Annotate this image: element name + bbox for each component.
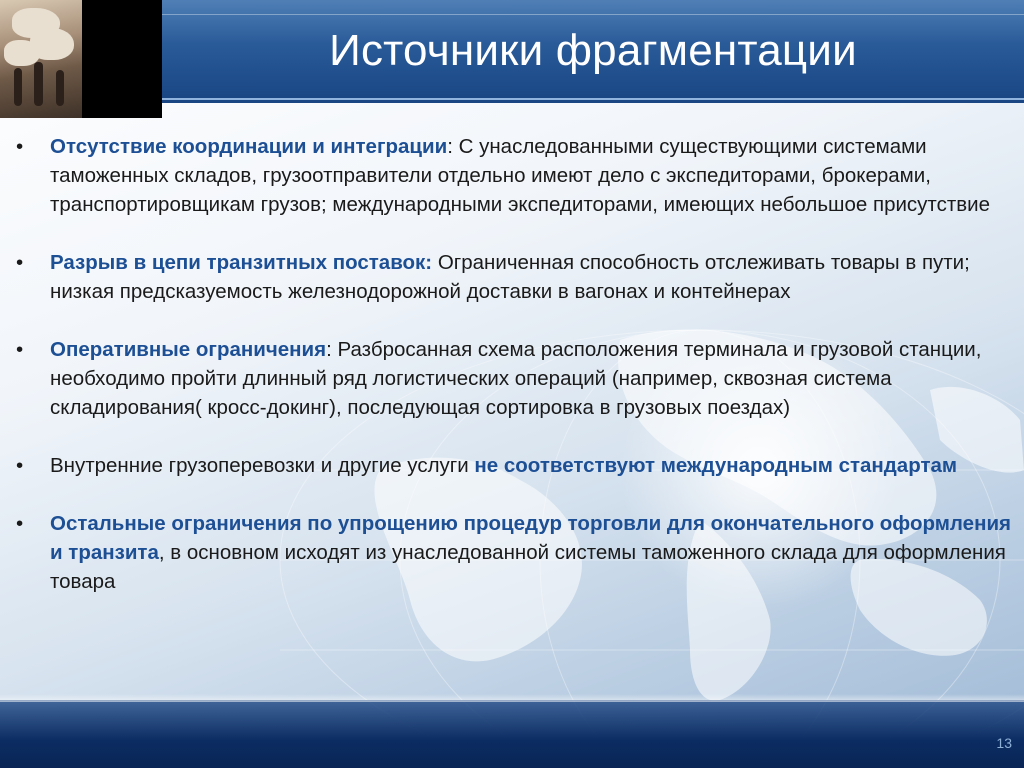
- item-text: , в основном исходят из унаследованной системы таможенного склада для оформления товара: [50, 541, 1006, 593]
- list-item: [12, 451, 1012, 480]
- page-number: 13: [996, 735, 1012, 751]
- list-item: [12, 335, 1012, 422]
- bullet-icon: •: [16, 135, 24, 158]
- bullet-list: [12, 132, 1012, 596]
- item-text: Внутренние грузоперевозки и другие услуги: [50, 454, 475, 477]
- bottom-band: [0, 700, 1024, 768]
- list-item: [12, 248, 1012, 306]
- item-highlight: Оперативные ограничения: [50, 338, 327, 361]
- title-underline: [162, 100, 1024, 103]
- item-text: Ограниченная способность отслеживать товары в пути; низкая предсказуемость железнодорожной доставки в вагонах и контейнерах: [50, 251, 970, 303]
- item-highlight: Остальные ограничения по упрощению процедур торговли для окончательного оформления и транзита: [50, 512, 1012, 564]
- bullet-icon: •: [16, 251, 24, 274]
- item-highlight: Разрыв в цепи транзитных поставок:: [50, 251, 433, 274]
- item-text: : С унаследованными существующими системами таможенных складов, грузоотправители отдельно имеют дело с экспедиторами, брокерами, транспортировщикам грузов; международными экспедиторами, имеющих небольшое присутствие: [50, 135, 990, 216]
- bullet-icon: •: [16, 454, 24, 477]
- list-item: [12, 509, 1012, 596]
- bullet-icon: •: [16, 338, 24, 361]
- cargo-photo: [0, 0, 82, 118]
- bullet-icon: •: [16, 512, 24, 535]
- item-highlight: Отсутствие координации и интеграции: [50, 135, 448, 158]
- header-accent-block: [82, 0, 162, 118]
- item-highlight: не соответствуют международным стандартам: [474, 454, 958, 477]
- list-item: [12, 132, 1012, 219]
- item-text: : Разбросанная схема расположения терминала и грузовой станции, необходимо пройти длинный ряд логистических операций (например, сквозная система складирования( кросс-докинг), последующая сортировка в грузовых поездах): [50, 338, 982, 419]
- page-title: Источники фрагментации: [329, 26, 857, 75]
- title-bar: [162, 0, 1024, 100]
